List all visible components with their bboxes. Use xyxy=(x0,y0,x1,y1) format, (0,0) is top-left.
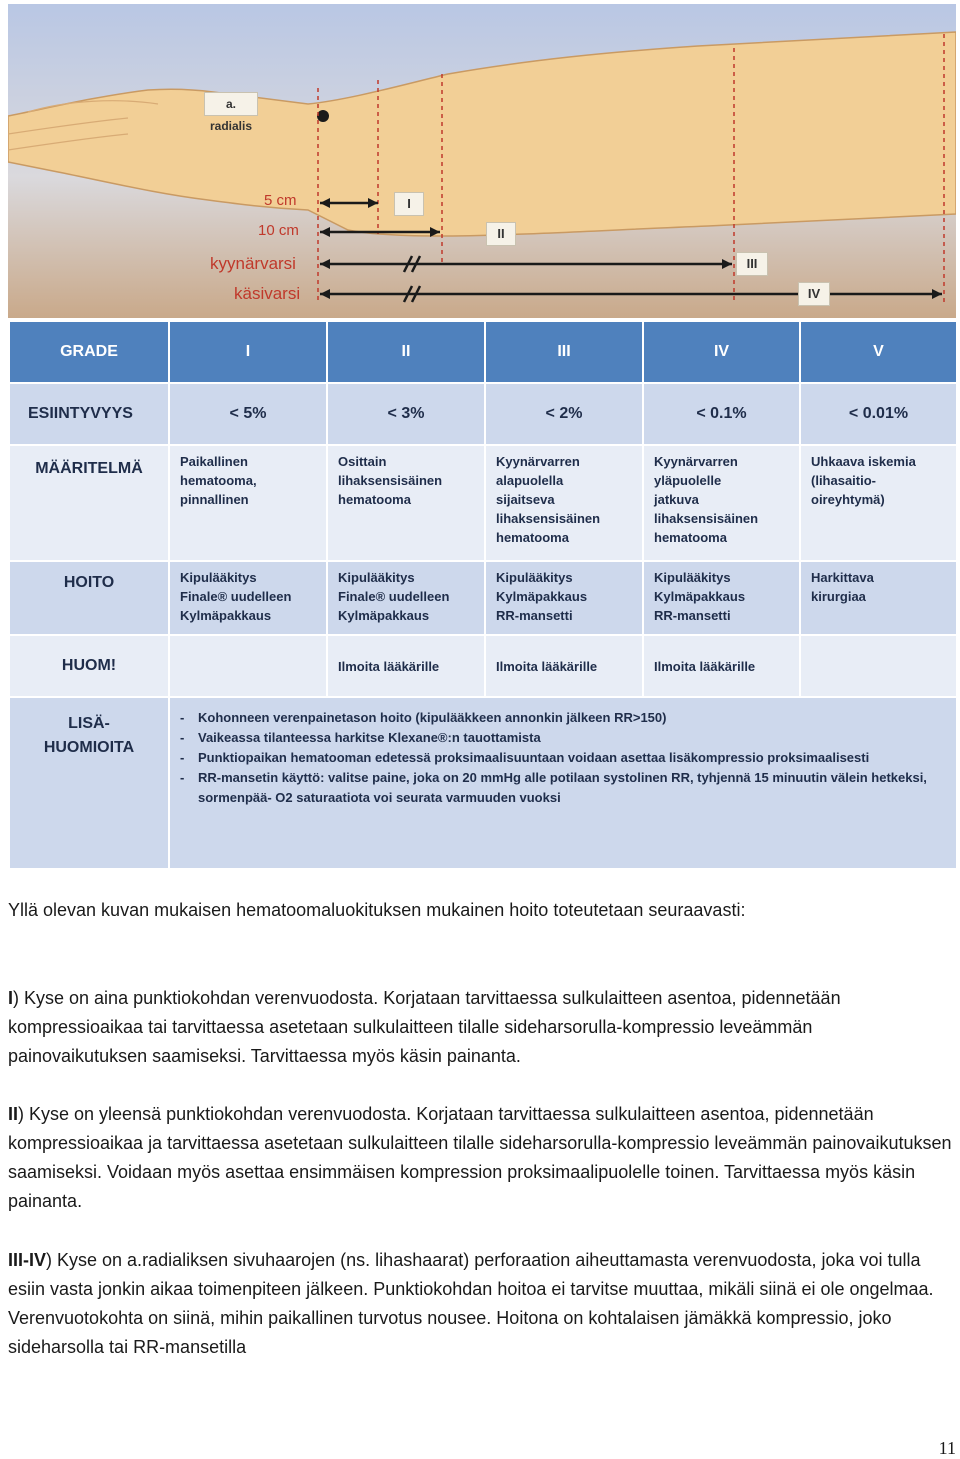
note-cell xyxy=(169,635,327,697)
row-label-treatment: HOITO xyxy=(9,561,169,635)
grade-3-4-text: ) Kyse on a.radialiksen sivuhaarojen (ns. lihashaarat) perforaation aiheuttamasta verenvuodosta, joka voi tulla esiin vasta jonkin aikaa toimenpiteen jälkeen. Punktiokohdan hoitoa ei tarvitse muuttaa, mikäli siinä ei ole ongelmaa. Verenvuotokohta on siinä, mihin paikallinen turvotus nousee. Hoitona on kohtalaisen jämäkkä kompressio, joko sideharsolla tai RR-mansetilla xyxy=(8,1250,934,1357)
header-grade-1: I xyxy=(169,321,327,383)
distance-10cm-label: 10 cm xyxy=(258,222,299,239)
forearm-label: kyynärvarsi xyxy=(210,254,296,273)
treatment-cell: Kipulääkitys Finale® uudelleen Kylmäpakkaus xyxy=(327,561,485,635)
puncture-point xyxy=(317,110,329,122)
definition-cell: Kyynärvarren yläpuolelle jatkuva lihaksensisäinen hematooma xyxy=(643,445,800,561)
definition-cell: Uhkaava iskemia (lihasaitio- oireyhtymä) xyxy=(800,445,957,561)
list-item: - RR-mansetin käyttö: valitse paine, joka on 20 mmHg alle potilaan systolinen RR, tyhjennä 15 minuutin välein hetkeksi, sormenpää- O2 saturaatiota voi seurata varmuuden vuoksi xyxy=(170,768,946,808)
note-cell: Ilmoita lääkärille xyxy=(485,635,643,697)
frequency-cell: < 0.01% xyxy=(800,383,957,445)
table-row-note xyxy=(9,635,957,697)
frequency-cell: < 5% xyxy=(169,383,327,445)
frequency-cell: < 2% xyxy=(485,383,643,445)
table-header-row xyxy=(9,321,957,383)
grade-1-label: I xyxy=(8,988,14,1008)
page-number: 11 xyxy=(938,1438,956,1458)
table-row-definition xyxy=(9,445,957,561)
treatment-cell: Harkittava kirurgiaa xyxy=(800,561,957,635)
treatment-cell: Kipulääkitys Kylmäpakkaus RR-mansetti xyxy=(485,561,643,635)
grade-3-4-label: III-IV xyxy=(8,1250,47,1270)
arm-drawing xyxy=(8,4,956,318)
arm-illustration xyxy=(8,4,956,318)
zone-label-1: I xyxy=(394,192,424,216)
table-row-additional xyxy=(9,697,957,869)
frequency-cell: < 3% xyxy=(327,383,485,445)
note-cell: Ilmoita lääkärille xyxy=(643,635,800,697)
note-cell: Ilmoita lääkärille xyxy=(327,635,485,697)
treatment-cell: Kipulääkitys Kylmäpakkaus RR-mansetti xyxy=(643,561,800,635)
additional-notes-list xyxy=(170,708,946,808)
note-cell xyxy=(800,635,957,697)
grade-table xyxy=(8,320,958,870)
radialis-label: a. radialis xyxy=(204,92,258,116)
row-label-frequency: ESIINTYVYYS xyxy=(9,383,169,445)
list-item: - Kohonneen verenpainetason hoito (kipulääkkeen annonkin jälkeen RR>150) xyxy=(170,708,946,728)
list-item: - Punktiopaikan hematooman edetessä proksimaalisuuntaan voidaan asettaa lisäkompressio proksimaalisesti xyxy=(170,748,946,768)
upper-arm-label: käsivarsi xyxy=(234,284,301,303)
header-grade-4: IV xyxy=(643,321,800,383)
header-grade-3: III xyxy=(485,321,643,383)
hematoma-figure xyxy=(8,4,956,862)
zone-label-3: III xyxy=(736,252,768,276)
row-label-additional: LISÄ- HUOMIOITA xyxy=(9,697,169,869)
header-grade: GRADE xyxy=(9,321,169,383)
additional-notes-cell xyxy=(169,697,957,869)
table-row-treatment xyxy=(9,561,957,635)
grade-2-label: II xyxy=(8,1104,19,1124)
table-row-frequency xyxy=(9,383,957,445)
header-grade-5: V xyxy=(800,321,957,383)
definition-cell: Kyynärvarren alapuolella sijaitseva lihaksensisäinen hematooma xyxy=(485,445,643,561)
definition-cell: Osittain lihaksensisäinen hematooma xyxy=(327,445,485,561)
row-label-definition: MÄÄRITELMÄ xyxy=(9,445,169,561)
zone-label-2: II xyxy=(486,222,516,246)
grade-2-text: ) Kyse on yleensä punktiokohdan verenvuodosta. Korjataan tarvittaessa sulkulaitteen asentoa, pidennetään kompressioaikaa ja tarvittaessa asetetaan sulkulaitteen tilalle sideharsorulla-kompressio leveämmän painovaikutuksen saamiseksi. Voidaan myös asettaa ensimmäisen kompression proksimaalipuolelle toinen. Tarvittaessa myös käsin painanta. xyxy=(8,1104,952,1211)
treatment-cell: Kipulääkitys Finale® uudelleen Kylmäpakkaus xyxy=(169,561,327,635)
zone-label-4: IV xyxy=(798,282,830,306)
header-grade-2: II xyxy=(327,321,485,383)
grade-1-paragraph xyxy=(8,984,954,1071)
list-item: - Vaikeassa tilanteessa harkitse Klexane®:n tauottamista xyxy=(170,728,946,748)
frequency-cell: < 0.1% xyxy=(643,383,800,445)
grade-3-4-paragraph xyxy=(8,1246,954,1362)
intro-paragraph: Yllä olevan kuvan mukaisen hematoomaluokituksen mukainen hoito toteutetaan seuraavasti: xyxy=(8,900,746,920)
row-label-note: HUOM! xyxy=(9,635,169,697)
distance-5cm-label: 5 cm xyxy=(264,192,297,209)
definition-cell: Paikallinen hematooma, pinnallinen xyxy=(169,445,327,561)
grade-1-text: ) Kyse on aina punktiokohdan verenvuodosta. Korjataan tarvittaessa sulkulaitteen asentoa, pidennetään kompressioaikaa tai tarvittaessa asetetaan sulkulaitteen tilalle sideharsorulla-kompressio leveämmän painovaikutuksen saamiseksi. Tarvittaessa myös käsin painanta. xyxy=(8,988,841,1066)
grade-2-paragraph xyxy=(8,1100,954,1216)
